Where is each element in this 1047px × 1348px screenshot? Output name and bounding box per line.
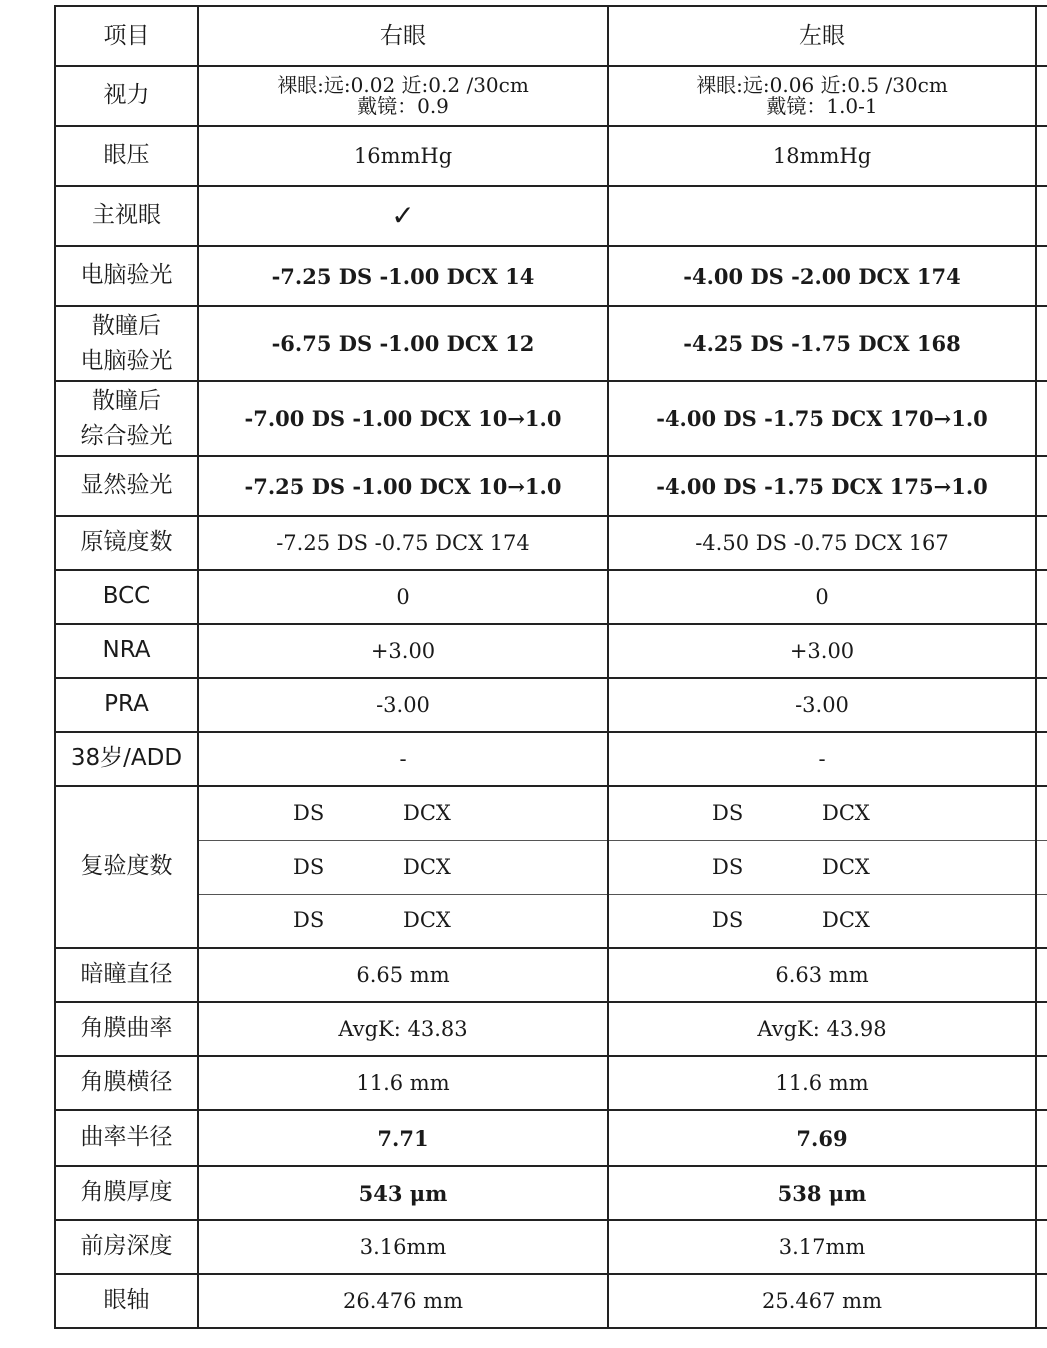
clipped-cell [1036, 678, 1047, 732]
row-vision [55, 66, 1047, 126]
keratometry-right: AvgK: 43.83 [198, 1002, 608, 1056]
recheck-left-1 [608, 786, 1036, 840]
auto-refraction-right: -7.25 DS -1.00 DCX 14 [198, 246, 608, 306]
label-recheck: 复验度数 [55, 786, 198, 948]
iop-left: 18mmHg [608, 126, 1036, 186]
row-corneal-diameter [55, 1056, 1047, 1110]
dcx-label: DCX [822, 854, 870, 879]
checkmark-icon: ✓ [198, 186, 608, 246]
row-axial-length [55, 1274, 1047, 1328]
row-add [55, 732, 1047, 786]
dilated-auto-right: -6.75 DS -1.00 DCX 12 [198, 306, 608, 381]
old-glasses-right: -7.25 DS -0.75 DCX 174 [198, 516, 608, 570]
corneal-diameter-right: 11.6 mm [198, 1056, 608, 1110]
clipped-cell [1036, 1002, 1047, 1056]
label-dominant-eye: 主视眼 [55, 186, 198, 246]
label-corneal-diameter: 角膜横径 [55, 1056, 198, 1110]
recheck-right-2 [198, 840, 608, 894]
label-nra: NRA [55, 624, 198, 678]
label-corneal-thickness: 角膜厚度 [55, 1166, 198, 1220]
keratometry-left: AvgK: 43.98 [608, 1002, 1036, 1056]
clipped-cell [1036, 126, 1047, 186]
manifest-left: -4.00 DS -1.75 DCX 175→1.0 [608, 456, 1036, 516]
clipped-cell [1036, 732, 1047, 786]
label-add: 38岁/ADD [55, 732, 198, 786]
label-iop: 眼压 [55, 126, 198, 186]
nra-left: +3.00 [608, 624, 1036, 678]
label-old-glasses: 原镜度数 [55, 516, 198, 570]
clipped-cell [1036, 186, 1047, 246]
old-glasses-left: -4.50 DS -0.75 DCX 167 [608, 516, 1036, 570]
dcx-label: DCX [822, 800, 870, 825]
row-curvature-radius [55, 1110, 1047, 1166]
vision-right [198, 66, 608, 126]
vision-left-line1: 裸眼:远:0.06 近:0.5 /30cm [696, 73, 948, 97]
eye-exam-table [54, 5, 1047, 1329]
clipped-cell [1036, 570, 1047, 624]
header-item: 项目 [55, 6, 198, 66]
acd-right: 3.16mm [198, 1220, 608, 1274]
row-anterior-chamber-depth [55, 1220, 1047, 1274]
clipped-cell [1036, 1166, 1047, 1220]
row-dilated-auto-refraction [55, 306, 1047, 381]
nra-right: +3.00 [198, 624, 608, 678]
label-dilated-auto-line2: 电脑验光 [80, 347, 173, 374]
row-dilated-subjective [55, 381, 1047, 456]
clipped-column [1036, 6, 1047, 66]
exam-sheet [54, 5, 1047, 1329]
row-bcc [55, 570, 1047, 624]
clipped-cell [1036, 786, 1047, 840]
dominant-left [608, 186, 1036, 246]
vision-left [608, 66, 1036, 126]
bcc-right: 0 [198, 570, 608, 624]
label-pra: PRA [55, 678, 198, 732]
row-manifest-refraction [55, 456, 1047, 516]
label-dilated-subj-line1: 散瞳后 [92, 388, 161, 414]
corneal-diameter-left: 11.6 mm [608, 1056, 1036, 1110]
ds-label: DS [293, 854, 325, 879]
dcx-label: DCX [403, 908, 451, 933]
row-corneal-thickness [55, 1166, 1047, 1220]
row-recheck-3 [55, 894, 1047, 948]
axial-right: 26.476 mm [198, 1274, 608, 1328]
clipped-cell [1036, 246, 1047, 306]
curvature-radius-left: 7.69 [608, 1110, 1036, 1166]
row-recheck-2 [55, 840, 1047, 894]
dcx-label: DCX [822, 908, 870, 933]
clipped-cell [1036, 1220, 1047, 1274]
clipped-cell [1036, 1056, 1047, 1110]
manifest-right: -7.25 DS -1.00 DCX 10→1.0 [198, 456, 608, 516]
row-old-glasses [55, 516, 1047, 570]
row-pra [55, 678, 1047, 732]
corneal-thickness-right: 543 μm [198, 1166, 608, 1220]
label-dilated-subj-line2: 综合验光 [80, 422, 173, 449]
label-manifest-refraction: 显然验光 [55, 456, 198, 516]
recheck-right-1 [198, 786, 608, 840]
label-dilated-auto-refraction [55, 306, 198, 381]
clipped-cell [1036, 1110, 1047, 1166]
clipped-cell [1036, 306, 1047, 381]
header-row [55, 6, 1047, 66]
corneal-thickness-left: 538 μm [608, 1166, 1036, 1220]
label-bcc: BCC [55, 570, 198, 624]
clipped-cell [1036, 840, 1047, 894]
row-auto-refraction [55, 246, 1047, 306]
clipped-cell [1036, 948, 1047, 1002]
header-right-eye: 右眼 [198, 6, 608, 66]
clipped-cell [1036, 516, 1047, 570]
pupil-left: 6.63 mm [608, 948, 1036, 1002]
label-dilated-subjective [55, 381, 198, 456]
pupil-right: 6.65 mm [198, 948, 608, 1002]
row-keratometry [55, 1002, 1047, 1056]
vision-right-line2: 戴镜：0.9 [357, 94, 449, 118]
clipped-cell [1036, 1274, 1047, 1328]
dcx-label: DCX [403, 854, 451, 879]
pra-left: -3.00 [608, 678, 1036, 732]
label-curvature-radius: 曲率半径 [55, 1110, 198, 1166]
recheck-left-2 [608, 840, 1036, 894]
row-nra [55, 624, 1047, 678]
row-recheck-1 [55, 786, 1047, 840]
dcx-label: DCX [403, 800, 451, 825]
clipped-cell [1036, 381, 1047, 456]
axial-left: 25.467 mm [608, 1274, 1036, 1328]
dilated-subjective-right: -7.00 DS -1.00 DCX 10→1.0 [198, 381, 608, 456]
clipped-cell [1036, 894, 1047, 948]
dilated-subjective-left: -4.00 DS -1.75 DCX 170→1.0 [608, 381, 1036, 456]
ds-label: DS [293, 800, 325, 825]
pra-right: -3.00 [198, 678, 608, 732]
clipped-cell [1036, 66, 1047, 126]
auto-refraction-left: -4.00 DS -2.00 DCX 174 [608, 246, 1036, 306]
header-left-eye: 左眼 [608, 6, 1036, 66]
row-dominant-eye [55, 186, 1047, 246]
ds-label: DS [712, 800, 744, 825]
dilated-auto-left: -4.25 DS -1.75 DCX 168 [608, 306, 1036, 381]
curvature-radius-right: 7.71 [198, 1110, 608, 1166]
clipped-cell [1036, 624, 1047, 678]
label-keratometry: 角膜曲率 [55, 1002, 198, 1056]
label-dilated-auto-line1: 散瞳后 [92, 313, 161, 339]
ds-label: DS [712, 854, 744, 879]
acd-left: 3.17mm [608, 1220, 1036, 1274]
vision-right-line1: 裸眼:远:0.02 近:0.2 /30cm [277, 73, 529, 97]
label-vision: 视力 [55, 66, 198, 126]
row-pupil-diameter [55, 948, 1047, 1002]
vision-left-line2: 戴镜：1.0-1 [766, 94, 878, 118]
label-axial-length: 眼轴 [55, 1274, 198, 1328]
bcc-left: 0 [608, 570, 1036, 624]
iop-right: 16mmHg [198, 126, 608, 186]
recheck-left-3 [608, 894, 1036, 948]
row-iop [55, 126, 1047, 186]
clipped-cell [1036, 456, 1047, 516]
add-right: - [198, 732, 608, 786]
label-auto-refraction: 电脑验光 [55, 246, 198, 306]
ds-label: DS [293, 908, 325, 933]
label-pupil-diameter: 暗瞳直径 [55, 948, 198, 1002]
label-anterior-chamber-depth: 前房深度 [55, 1220, 198, 1274]
ds-label: DS [712, 908, 744, 933]
add-left: - [608, 732, 1036, 786]
recheck-right-3 [198, 894, 608, 948]
